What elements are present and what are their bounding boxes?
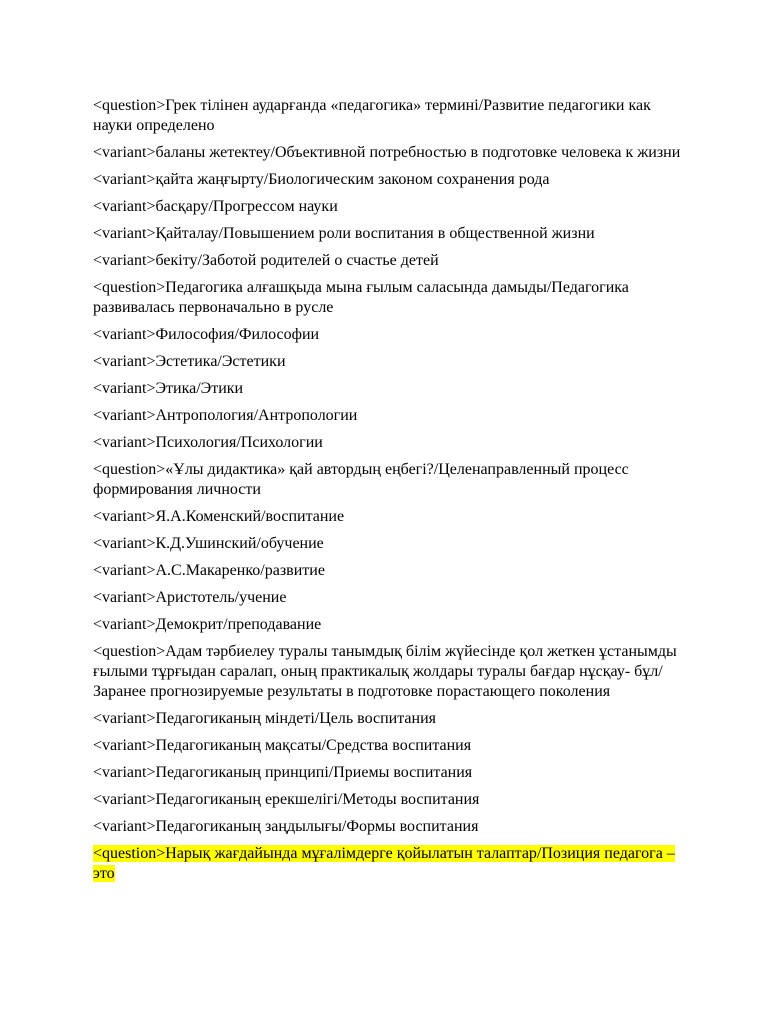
variant-line xyxy=(93,817,693,837)
variant-text: <variant>Я.А.Коменский/воспитание xyxy=(93,508,345,525)
question-text: <question>Грек тілінен аударғанда «педагогика» термині/Развитие педагогики как науки определено xyxy=(93,97,651,134)
variant-line xyxy=(93,736,693,756)
variant-line xyxy=(93,251,693,271)
variant-text: <variant>А.С.Макаренко/развитие xyxy=(93,562,325,579)
variant-text: <variant>Педагогиканың ерекшелігі/Методы воспитания xyxy=(93,791,480,808)
variant-line xyxy=(93,507,693,527)
question-line xyxy=(93,460,693,500)
variant-line xyxy=(93,763,693,783)
document-page xyxy=(93,96,693,891)
variant-text: <variant>Педагогиканың принципі/Приемы воспитания xyxy=(93,764,473,781)
variant-text: <variant>Педагогиканың міндеті/Цель воспитания xyxy=(93,710,436,727)
question-text: <question>«Ұлы дидактика» қай автордың еңбегі?/Целенаправленный процесс формирования личности xyxy=(93,461,629,498)
variant-text: <variant>қайта жаңғырту/Биологическим законом сохранения рода xyxy=(93,171,550,188)
variant-text: <variant>Қайталау/Повышением роли воспитания в общественной жизни xyxy=(93,225,595,242)
variant-text: <variant>бекіту/Заботой родителей о счастье детей xyxy=(93,252,439,269)
highlighted-question-text: <question>Нарық жағдайында мұғалімдерге қойылатын талаптар/Позиция педагога – это xyxy=(93,845,675,882)
variant-line xyxy=(93,224,693,244)
variant-line xyxy=(93,143,693,163)
variant-text: <variant>Демокрит/преподавание xyxy=(93,616,322,633)
highlighted-question-line xyxy=(93,844,693,884)
question-line xyxy=(93,278,693,318)
variant-line xyxy=(93,615,693,635)
variant-line xyxy=(93,588,693,608)
question-line xyxy=(93,96,693,136)
question-text: <question>Адам тәрбиелеу туралы танымдық білім жүйесінде қол жеткен ұстанымды ғылыми тұрғыдан саралап, оның практикалық жолдары туралы бағдар нұсқау- бұл/Заранее прогнозируемые результаты в подготовке порастающего поколения xyxy=(93,643,677,700)
variant-text: <variant>Аристотель/учение xyxy=(93,589,287,606)
variant-line xyxy=(93,197,693,217)
variant-text: <variant>К.Д.Ушинский/обучение xyxy=(93,535,324,552)
variant-line xyxy=(93,379,693,399)
variant-text: <variant>Психология/Психологии xyxy=(93,434,323,451)
variant-line xyxy=(93,352,693,372)
variant-line xyxy=(93,534,693,554)
question-text: <question>Педагогика алғашқыда мына ғылым саласында дамыды/Педагогика развивалась первоначально в русле xyxy=(93,279,629,316)
variant-line xyxy=(93,709,693,729)
variant-text: <variant>Философия/Философии xyxy=(93,326,320,343)
variant-text: <variant>Этика/Этики xyxy=(93,380,244,397)
variant-line xyxy=(93,561,693,581)
variant-line xyxy=(93,790,693,810)
variant-line xyxy=(93,433,693,453)
variant-text: <variant>баланы жетектеу/Объективной потребностью в подготовке человека к жизни xyxy=(93,144,681,161)
variant-text: <variant>Эстетика/Эстетики xyxy=(93,353,286,370)
variant-text: <variant>Антропология/Антропологии xyxy=(93,407,358,424)
variant-line xyxy=(93,406,693,426)
variant-text: <variant>басқару/Прогрессом науки xyxy=(93,198,338,215)
variant-text: <variant>Педагогиканың мақсаты/Средства воспитания xyxy=(93,737,472,754)
variant-text: <variant>Педагогиканың заңдылығы/Формы воспитания xyxy=(93,818,479,835)
variant-line xyxy=(93,325,693,345)
variant-line xyxy=(93,170,693,190)
question-line xyxy=(93,642,693,702)
